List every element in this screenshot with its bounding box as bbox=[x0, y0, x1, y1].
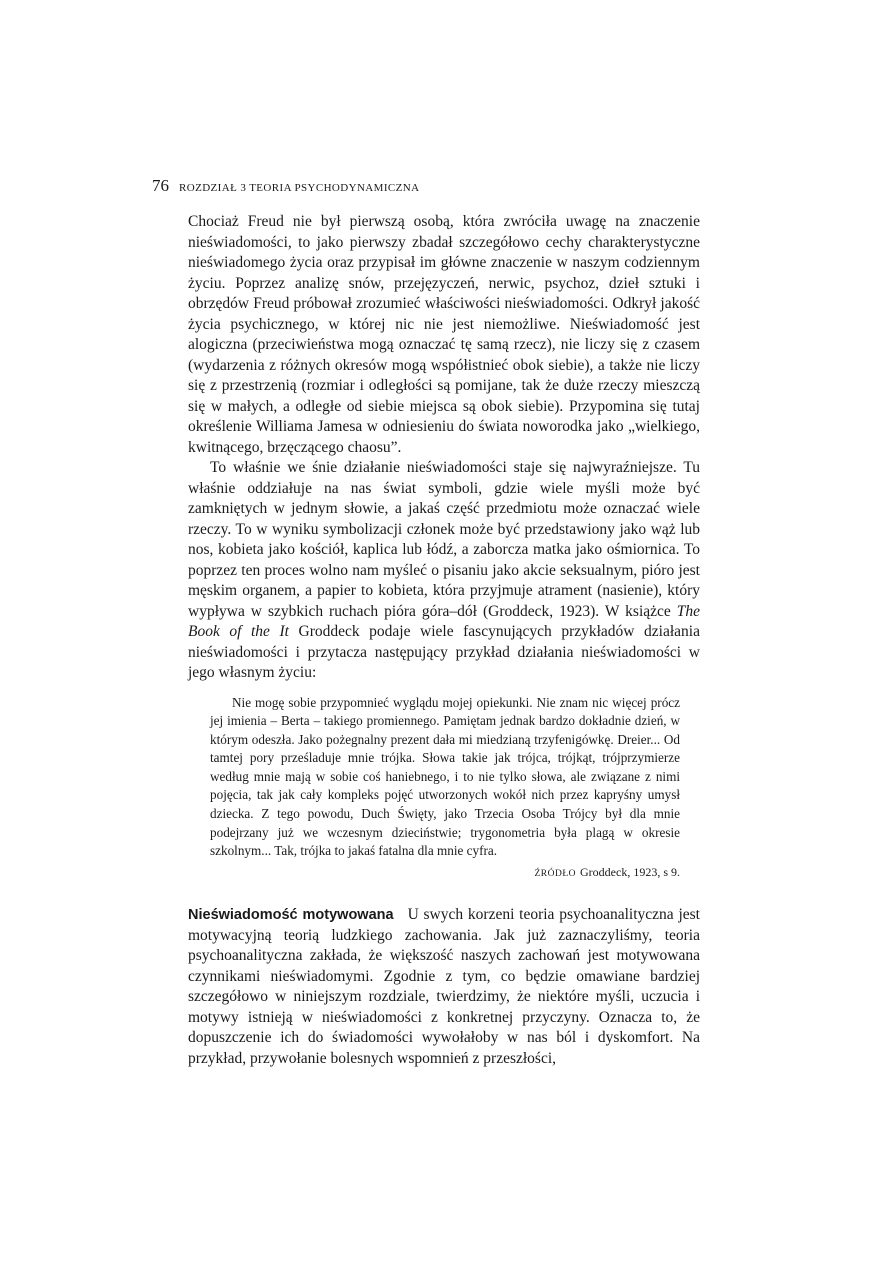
paragraph-1: Chociaż Freud nie był pierwszą osobą, która zwróciła uwagę na znaczenie nieświadomości, to jako pierwszy zbadał szczegółowo cechy charakterystyczne nieświadomego życia oraz przypisał im główne znaczenie w naszym codziennym życiu. Poprzez analizę snów, przejęzyczeń, nerwic, psychoz, dzieł sztuki i obrzędów Freud próbował zrozumieć właściwości nieświadomości. Odkrył jakość życia psychicznego, w której nic nie jest niemożliwe. Nieświadomość jest alogiczna (przeciwieństwa mogą oznaczać tę samą rzecz), nie liczy się z czasem (wydarzenia z różnych okresów mogą współistnieć obok siebie), a także nie liczy się z przestrzenią (rozmiar i odległości są pomijane, tak że duże rzeczy mieszczą się w małych, a odległe od siebie miejsca są obok siebie). Przypomina się tutaj określenie Williama Jamesa w odniesieniu do świata noworodka jako „wielkiego, kwitnącego, brzęczącego chaosu”. bbox=[188, 213, 700, 456]
running-head bbox=[152, 176, 712, 196]
section-heading: Nieświadomość motywowana bbox=[188, 907, 394, 924]
source-citation: Groddeck, 1923, s 9. bbox=[580, 864, 680, 879]
book-title: The Book of the It bbox=[188, 602, 700, 640]
body-text bbox=[188, 212, 700, 1069]
running-title: ROZDZIAŁ 3 TEORIA PSYCHODYNAMICZNA bbox=[179, 182, 420, 194]
page-number: 76 bbox=[152, 176, 169, 195]
paragraph-2-text-a: To właśnie we śnie działanie nieświadomości staje się najwyraźniejsze. Tu właśnie oddziałuje na nas świat symboli, gdzie wiele myśli może być zamkniętych w jednym słowie, a jakaś część przedmiotu może oznaczać wiele rzeczy. To w wyniku symbolizacji członek może być przedstawiony jako wąż lub nos, kobieta jako kościół, kaplica lub łódź, a zaborcza matka jako ośmiornica. To poprzez ten proces wolno nam myśleć o pisaniu jako akcie seksualnym, pióro jest męskim organem, a papier to kobieta, która przyjmuje atrament (nasienie), który wypływa w szybkich ruchach pióra góra–dół (Groddeck, 1923). W książce bbox=[188, 459, 700, 620]
section-text: U swych korzeni teoria psychoanalityczna jest motywacyjną teorią ludzkiego zachowania. Jak już zaznaczyliśmy, teoria psychoanalityczna zakłada, że większość naszych zachowań jest motywowana czynnikami nieświadomymi. Zgodnie z tym, co będzie omawiane bardziej szczegółowo w niniejszym rozdziale, twierdzimy, że niektóre myśli, uczucia i motywy istnieją w nieświadomości z konkretnej przyczyny. Oznacza to, że dopuszczenie ich do świadomości wywołałoby w nas ból i dyskomfort. Na przykład, przywołanie bolesnych wspomnień z przeszłości, bbox=[188, 906, 700, 1067]
quote-text: Nie mogę sobie przypomnieć wyglądu mojej opiekunki. Nie znam nic więcej prócz jej imienia – Berta – takiego promiennego. Pamiętam jednak bardzo dokładnie dzień, w którym odeszła. Jako pożegnalny prezent dała mi miedzianą trzyfenigówkę. Dreier... Od tamtej pory prześladuje mnie trójka. Słowa takie jak trójca, trójkąt, trójprzymierze według mnie mają w sobie coś haniebnego, i to nie tylko słowa, ale związane z nimi pojęcia, tak jak cały kompleks pojęć utworzonych wokół nich przez kapryśny umysł dziecka. Z tego powodu, Duch Święty, jako Trzecia Osoba Trójcy był dla mnie podejrzany już we wczesnym dzieciństwie; trygonometria była plagą w okresie szkolnym... Tak, trójka to jakaś fatalna dla mnie cyfra. bbox=[210, 694, 680, 859]
quote-source bbox=[210, 863, 680, 884]
paragraph-2-text-b: Groddeck podaje wiele fascynujących przykładów działania nieświadomości i przytacza następujący przykład działania nieświadomości w jego własnym życiu: bbox=[188, 623, 700, 681]
source-label: ŹRÓDŁO bbox=[534, 868, 577, 879]
paragraph-2 bbox=[188, 458, 700, 684]
section-paragraph bbox=[188, 905, 700, 1069]
block-quote bbox=[188, 694, 700, 884]
